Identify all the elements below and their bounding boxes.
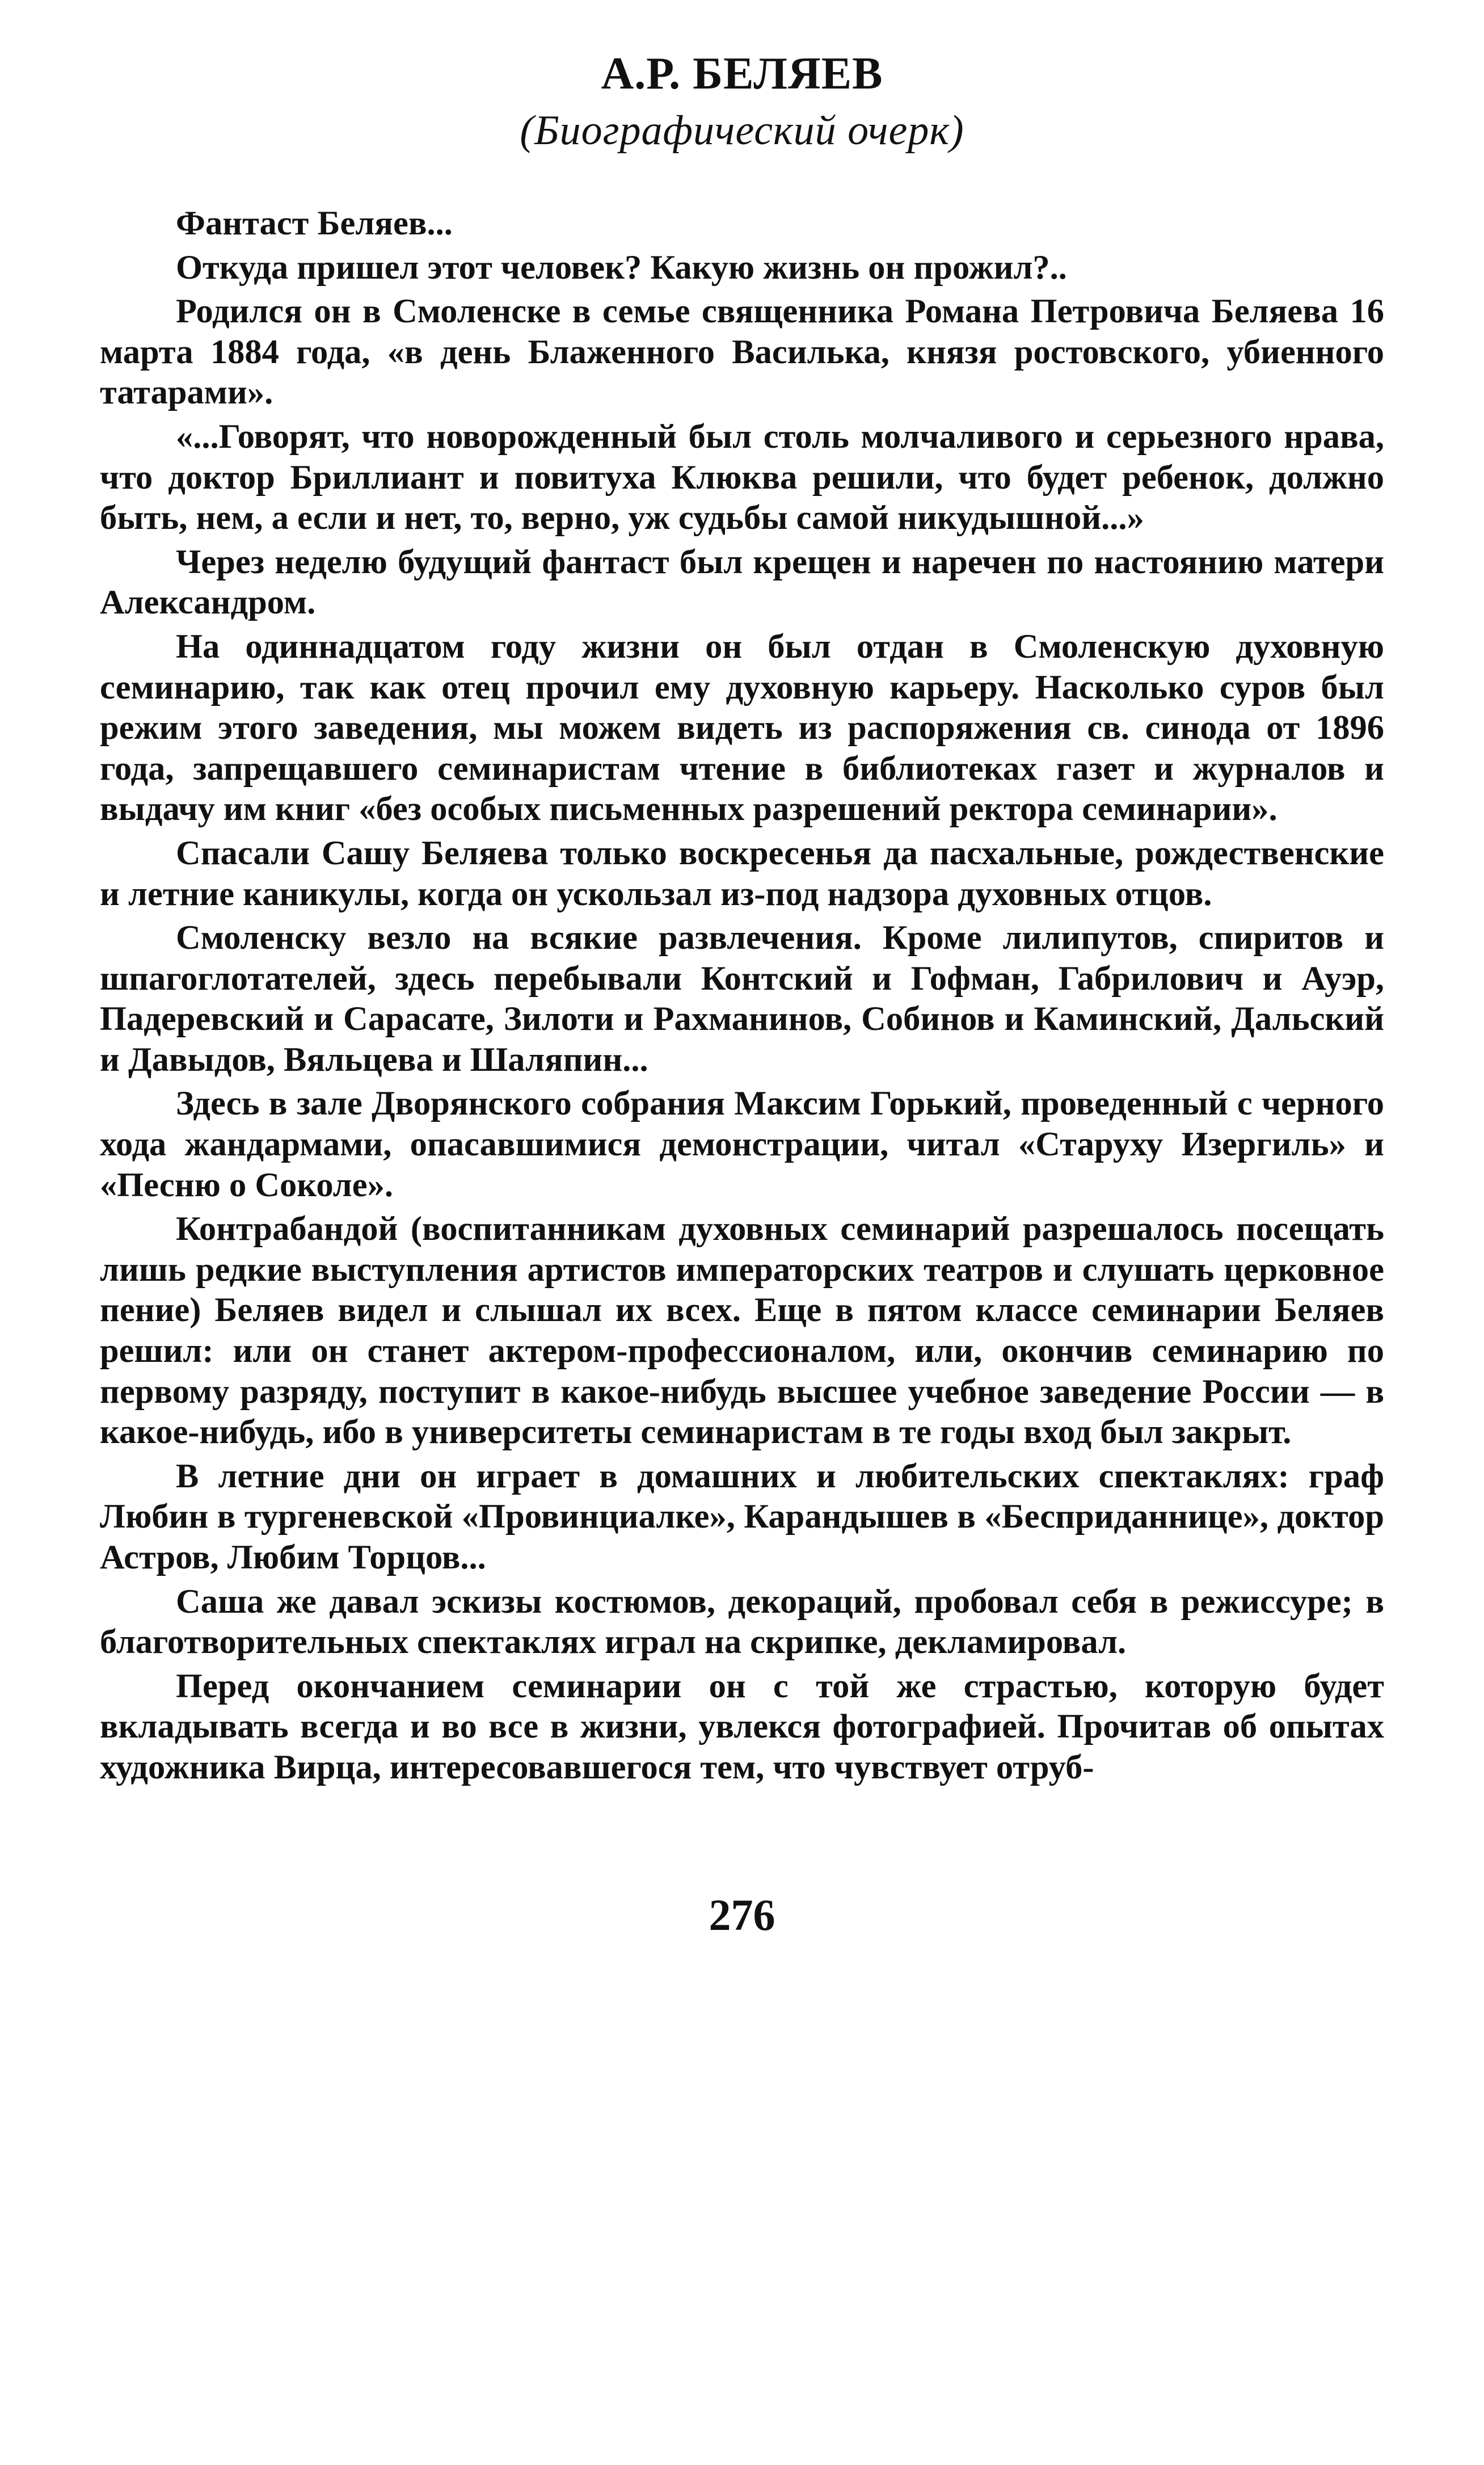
paragraph: «...Говорят, что новорожденный был столь молчаливого и серьезного нрава, что доктор Бриллиант и повитуха Клюква решили, что будет ребенок, должно быть, нем, а если и нет, то, верно, уж судьбы самой никудышной...» xyxy=(100,417,1384,537)
paragraph: Фантаст Беляев... xyxy=(176,204,453,242)
paragraph: Спасали Сашу Беляева только воскресенья да пасхальные, рождественские и летние каникулы, когда он ускользал из-под надзора духовных отцов. xyxy=(100,834,1384,913)
paragraph: Через неделю будущий фантаст был крещен и наречен по настоянию матери Александром. xyxy=(100,542,1384,622)
page-number: 276 xyxy=(709,1890,775,1940)
chapter-title: А.Р. БЕЛЯЕВ xyxy=(601,49,883,99)
paragraph: Откуда пришел этот человек? Какую жизнь он прожил?.. xyxy=(176,248,1067,287)
paragraph: На одиннадцатом году жизни он был отдан в Смоленскую духовную семинарию, так как отец прочил ему духовную карьеру. Насколько суров был режим этого заведения, мы можем видеть из распоряжения св. синода от 1896 года, запрещавшего семинаристам чтение в библиотеках газет и журналов и выдачу им книг «без особых письменных разрешений ректора семинарии». xyxy=(100,627,1384,828)
paragraph: Смоленску везло на всякие развлечения. Кроме лилипутов, спиритов и шпагоглотателей, здесь перебывали Контский и Гофман, Габрилович и Ауэр, Падеревский и Сарасате, Зилоти и Рахманинов, Собинов и Каминский, Дальский и Давыдов, Вяльцева и Шаляпин... xyxy=(100,919,1384,1079)
body-text xyxy=(100,203,1384,1791)
chapter-header xyxy=(0,45,1484,159)
paragraph: Контрабандой (воспитанникам духовных семинарий разрешалось посещать лишь редкие выступления артистов императорских театров и слушать церковное пение) Беляев видел и слышал их всех. Еще в пятом классе семинарии Беляев решил: или он станет актером-профессионалом, или, окончив семинарию по первому разряду, поступит в какое-нибудь высшее учебное заведение России — в какое-нибудь, ибо в университеты семинаристам в те годы вход был закрыт. xyxy=(100,1210,1384,1452)
paragraph: Саша же давал эскизы костюмов, декораций, пробовал себя в режиссуре; в благотворительных спектаклях играл на скрипке, декламировал. xyxy=(100,1582,1384,1661)
paragraph: Родился он в Смоленске в семье священника Романа Петровича Беляева 16 марта 1884 года, «в день Блаженного Василька, князя ростовского, убиенного татарами». xyxy=(100,292,1384,412)
paragraph: Здесь в зале Дворянского собрания Максим Горький, проведенный с черного хода жандармами, опасавшимися демонстрации, читал «Старуху Изергиль» и «Песню о Соколе». xyxy=(100,1084,1384,1204)
chapter-subtitle: (Биографический очерк) xyxy=(520,107,964,154)
paragraph: В летние дни он играет в домашних и любительских спектаклях: граф Любин в тургеневской «Провинциалке», Карандышев в «Бесприданнице», доктор Астров, Любим Торцов... xyxy=(100,1457,1384,1576)
paragraph: Перед окончанием семинарии он с той же страстью, которую будет вкладывать всегда и во все в жизни, увлекся фотографией. Прочитав об опытах художника Вирца, интересовавшегося тем, что чувствует отруб- xyxy=(100,1667,1384,1786)
